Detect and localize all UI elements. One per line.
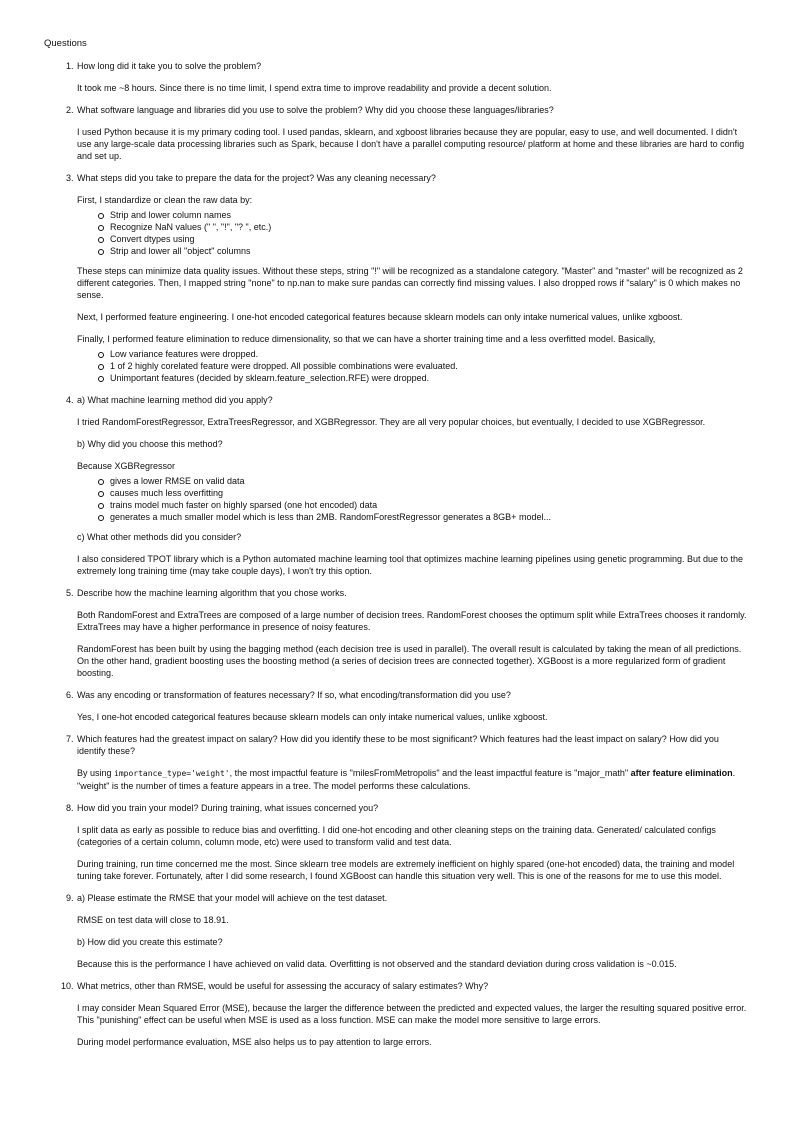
answer-text: RandomForest has been built by using the bagging method (each decision tree is used in parallel). The overall result is calculated by taking the mean of all predictions. On the other hand, gradient boosting uses the boosting method (a series of decision trees are connected together). XGBoost is a more regularized form of gradient boosting.	[77, 644, 742, 678]
answer-text: Finally, I performed feature elimination to reduce dimensionality, so that we can have a shorter training time and a less overfitted model. Basically,	[77, 334, 656, 344]
answer-prefix: By using	[77, 768, 115, 778]
question-item-4	[76, 394, 748, 577]
cleaning-steps-list	[77, 209, 748, 257]
answer-text: I split data as early as possible to reduce bias and overfitting. I did one-hot encoding and other cleaning steps on the training data. Generated/ calculated configs (categories of a certain column, column mode, etc) were used to transform valid and test data.	[77, 825, 716, 847]
list-item: Recognize NaN values (" ", "!", "? ", etc.)	[110, 221, 748, 233]
question-text: 5. Describe how the machine learning algorithm that you chose works.	[77, 588, 347, 598]
questions-list	[44, 60, 748, 1048]
question-text: 8. How did you train your model? During training, what issues concerned you?	[77, 803, 379, 813]
question-item-6	[76, 689, 748, 723]
question-text: 10. What metrics, other than RMSE, would be useful for assessing the accuracy of salary estimates? Why?	[77, 981, 489, 991]
list-item: generates a much smaller model which is less than 2MB. RandomForestRegressor generates a 8GB+ model...	[110, 511, 748, 523]
list-item: Unimportant features (decided by sklearn.feature_selection.RFE) were dropped.	[110, 372, 748, 384]
question-text: 7. Which features had the greatest impact on salary? How did you identify these to be most significant? Which features had the least impact on salary? How did you identify these?	[77, 734, 719, 756]
answer-middle: , the most impactful feature is "milesFromMetropolis" and the least impactful feature is "major_math"	[229, 768, 631, 778]
question-item-9	[76, 892, 748, 970]
answer-text: Yes, I one-hot encoded categorical features because sklearn models can only intake numerical values, unlike xgboost.	[77, 712, 548, 722]
list-item: gives a lower RMSE on valid data	[110, 475, 748, 487]
answer-text	[77, 767, 748, 792]
code-snippet: importance_type='weight'	[114, 769, 230, 778]
sub-question-text: b) Why did you choose this method?	[77, 439, 223, 449]
answer-text: It took me ~8 hours. Since there is no time limit, I spend extra time to improve readability and provide a decent solution.	[77, 83, 552, 93]
bold-emphasis: after feature elimination	[630, 768, 733, 778]
question-item-3	[76, 172, 748, 384]
answer-text: I tried RandomForestRegressor, ExtraTreesRegressor, and XGBRegressor. They are all very popular choices, but eventually, I decided to use XGBRegressor.	[77, 417, 706, 427]
reasons-list	[77, 475, 748, 523]
answer-text: RMSE on test data will close to 18.91.	[77, 915, 229, 925]
elimination-list	[77, 348, 748, 384]
answer-text: I may consider Mean Squared Error (MSE), because the larger the difference between the predicted and expected values, the larger the resulting squared positive error. This "punishing" effect can be useful when MSE is used as a loss function. MSE can make the model more sensitive to large errors.	[77, 1003, 747, 1025]
question-item-8	[76, 802, 748, 882]
answer-text: Both RandomForest and ExtraTrees are composed of a large number of decision trees. RandomForest chooses the optimum split while ExtraTrees chooses it randomly. ExtraTrees may have a higher performance in presence of noisy features.	[77, 610, 747, 632]
list-item: Strip and lower column names	[110, 209, 748, 221]
question-item-7	[76, 733, 748, 792]
question-item-10	[76, 980, 748, 1048]
answer-text: These steps can minimize data quality issues. Without these steps, string "!" will be recognized as a standalone category. "Master" and "master" will be recognized as 2 different categories. Then, I mapped string "none" to np.nan to make sure pandas can correctly find missing values. I also dropped rows if "salary" is 0 which makes no sense.	[77, 266, 743, 300]
answer-suffix: . "weight" is the number of times a feature appears in a tree. The model performs these calculations.	[77, 768, 736, 791]
question-text: 9. a) Please estimate the RMSE that your model will achieve on the test dataset.	[77, 893, 388, 903]
question-text: 4. a) What machine learning method did you apply?	[77, 395, 273, 405]
answer-intro: First, I standardize or clean the raw data by:	[77, 195, 253, 205]
question-text: 1. How long did it take you to solve the problem?	[77, 61, 262, 71]
list-item: Low variance features were dropped.	[110, 348, 748, 360]
answer-text: Next, I performed feature engineering. I one-hot encoded categorical features because sklearn models can only intake numerical values, unlike xgboost.	[77, 312, 683, 322]
answer-intro: Because XGBRegressor	[77, 461, 176, 471]
question-item-2	[76, 104, 748, 162]
list-item: causes much less overfitting	[110, 487, 748, 499]
answer-text: During training, run time concerned me the most. Since sklearn tree models are extremely inefficient on highly spared (one-hot encoded) data, the training and model tuning take forever. Fortunately, after I did some research, I found XGBoost can handle this situation very well. This is one of the reasons for me to use this model.	[77, 859, 735, 881]
sub-question-text: c) What other methods did you consider?	[77, 532, 242, 542]
question-text: 6. Was any encoding or transformation of features necessary? If so, what encoding/transformation did you use?	[77, 690, 511, 700]
question-text: 2. What software language and libraries did you use to solve the problem? Why did you choose these languages/libraries?	[77, 105, 554, 115]
answer-text: I also considered TPOT library which is a Python automated machine learning tool that optimizes machine learning pipelines using genetic programming. But due to the extremely long training time (may take couple days), I won't try this option.	[77, 554, 744, 576]
question-item-5	[76, 587, 748, 679]
question-text: 3. What steps did you take to prepare the data for the project? Was any cleaning necessary?	[77, 173, 436, 183]
list-item: Strip and lower all "object" columns	[110, 245, 748, 257]
question-item-1	[76, 60, 748, 94]
answer-text: During model performance evaluation, MSE also helps us to pay attention to large errors.	[77, 1037, 432, 1047]
list-item: 1 of 2 highly corelated feature were dropped. All possible combinations were evaluated.	[110, 360, 748, 372]
page-title: Questions	[44, 38, 87, 49]
list-item: trains model much faster on highly sparsed (one hot encoded) data	[110, 499, 748, 511]
list-item: Convert dtypes using	[110, 233, 748, 245]
sub-question-text: b) How did you create this estimate?	[77, 937, 223, 947]
answer-text: Because this is the performance I have achieved on valid data. Overfitting is not observed and the standard deviation during cross validation is ~0.015.	[77, 959, 677, 969]
answer-text: I used Python because it is my primary coding tool. I used pandas, sklearn, and xgboost libraries because they are popular, easy to use, and well documented. I didn't use any large-scale data processing libraries such as Spark, because I don't have a parallel computing resource/ platform at home and these libraries are hard to config and set up.	[77, 127, 745, 161]
